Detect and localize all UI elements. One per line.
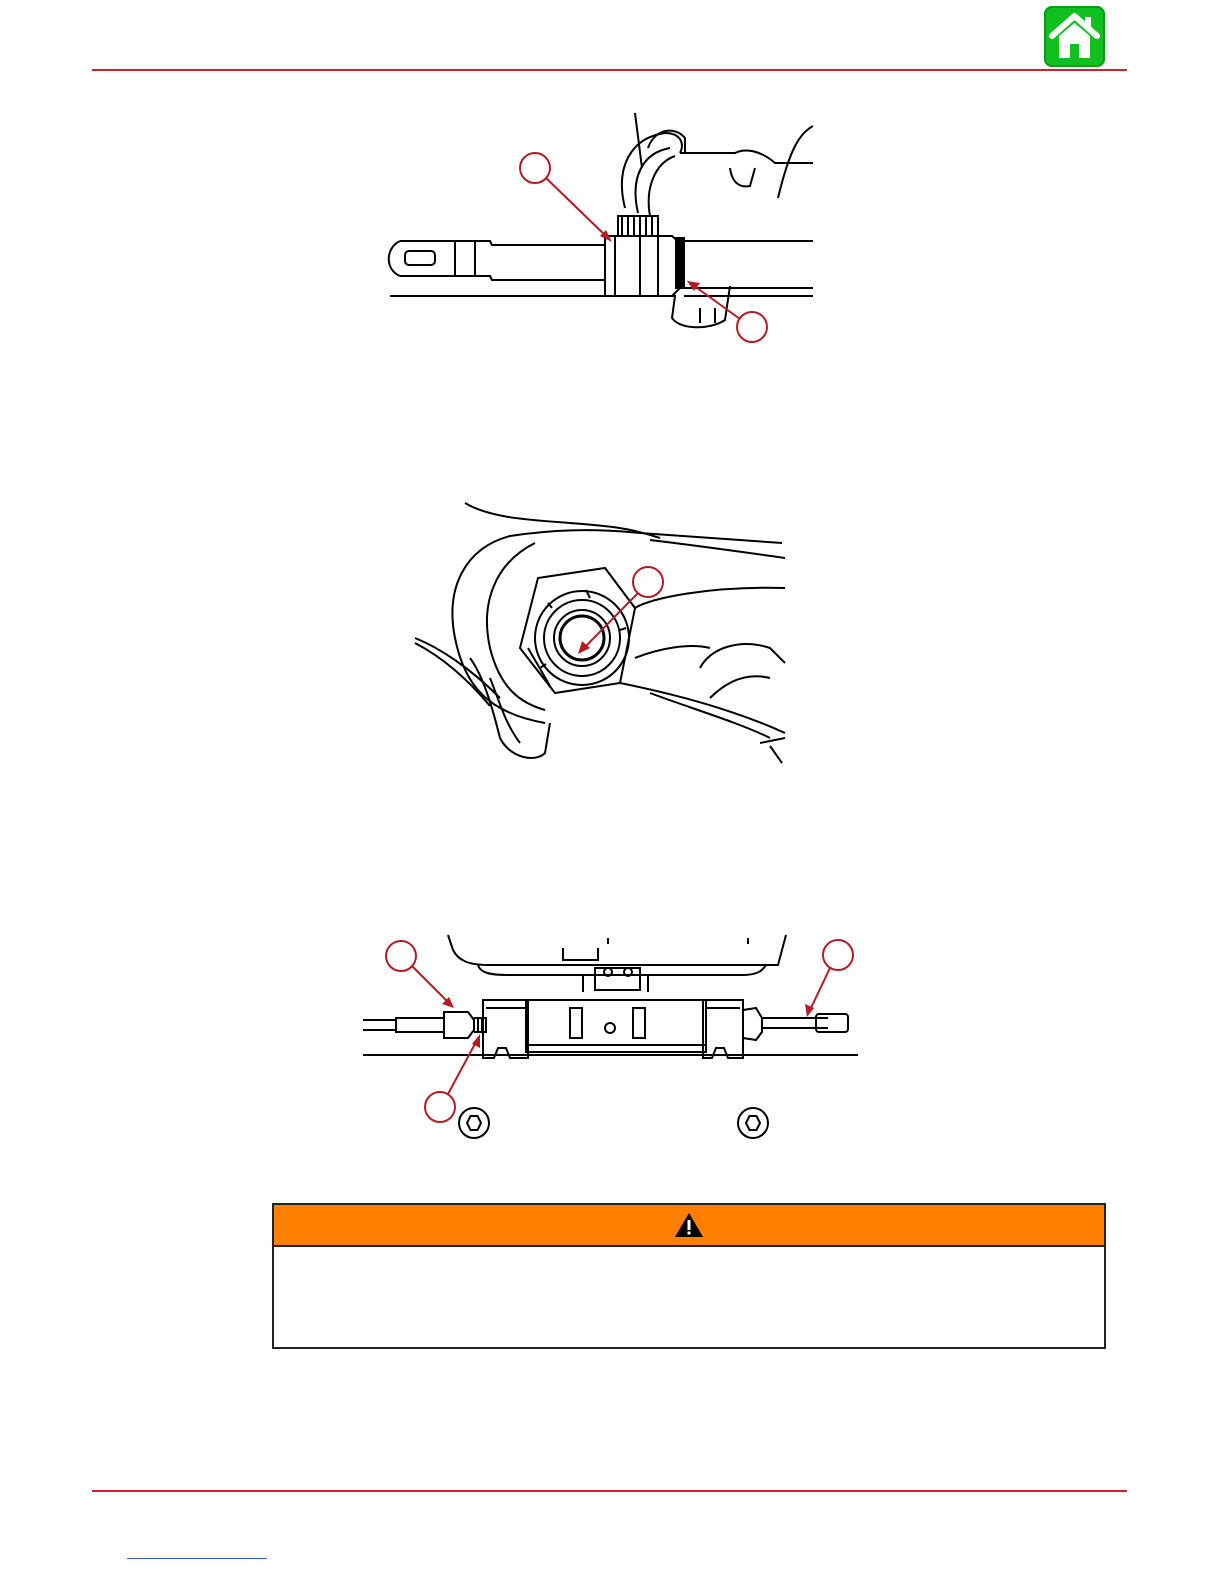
warning-header	[274, 1205, 1104, 1247]
steering-cylinder-figure	[358, 930, 868, 1145]
header-rule	[92, 69, 1127, 71]
warning-box	[272, 1203, 1106, 1349]
footer-rule	[92, 1490, 1127, 1492]
home-icon	[1044, 6, 1105, 67]
home-button[interactable]	[1044, 6, 1105, 67]
footer-link[interactable]	[127, 1558, 267, 1559]
warning-text	[274, 1247, 1104, 1279]
warning-triangle-icon	[674, 1212, 704, 1238]
tilt-tube-nut-figure	[410, 498, 800, 768]
steering-cable-shaft-figure	[380, 108, 820, 348]
